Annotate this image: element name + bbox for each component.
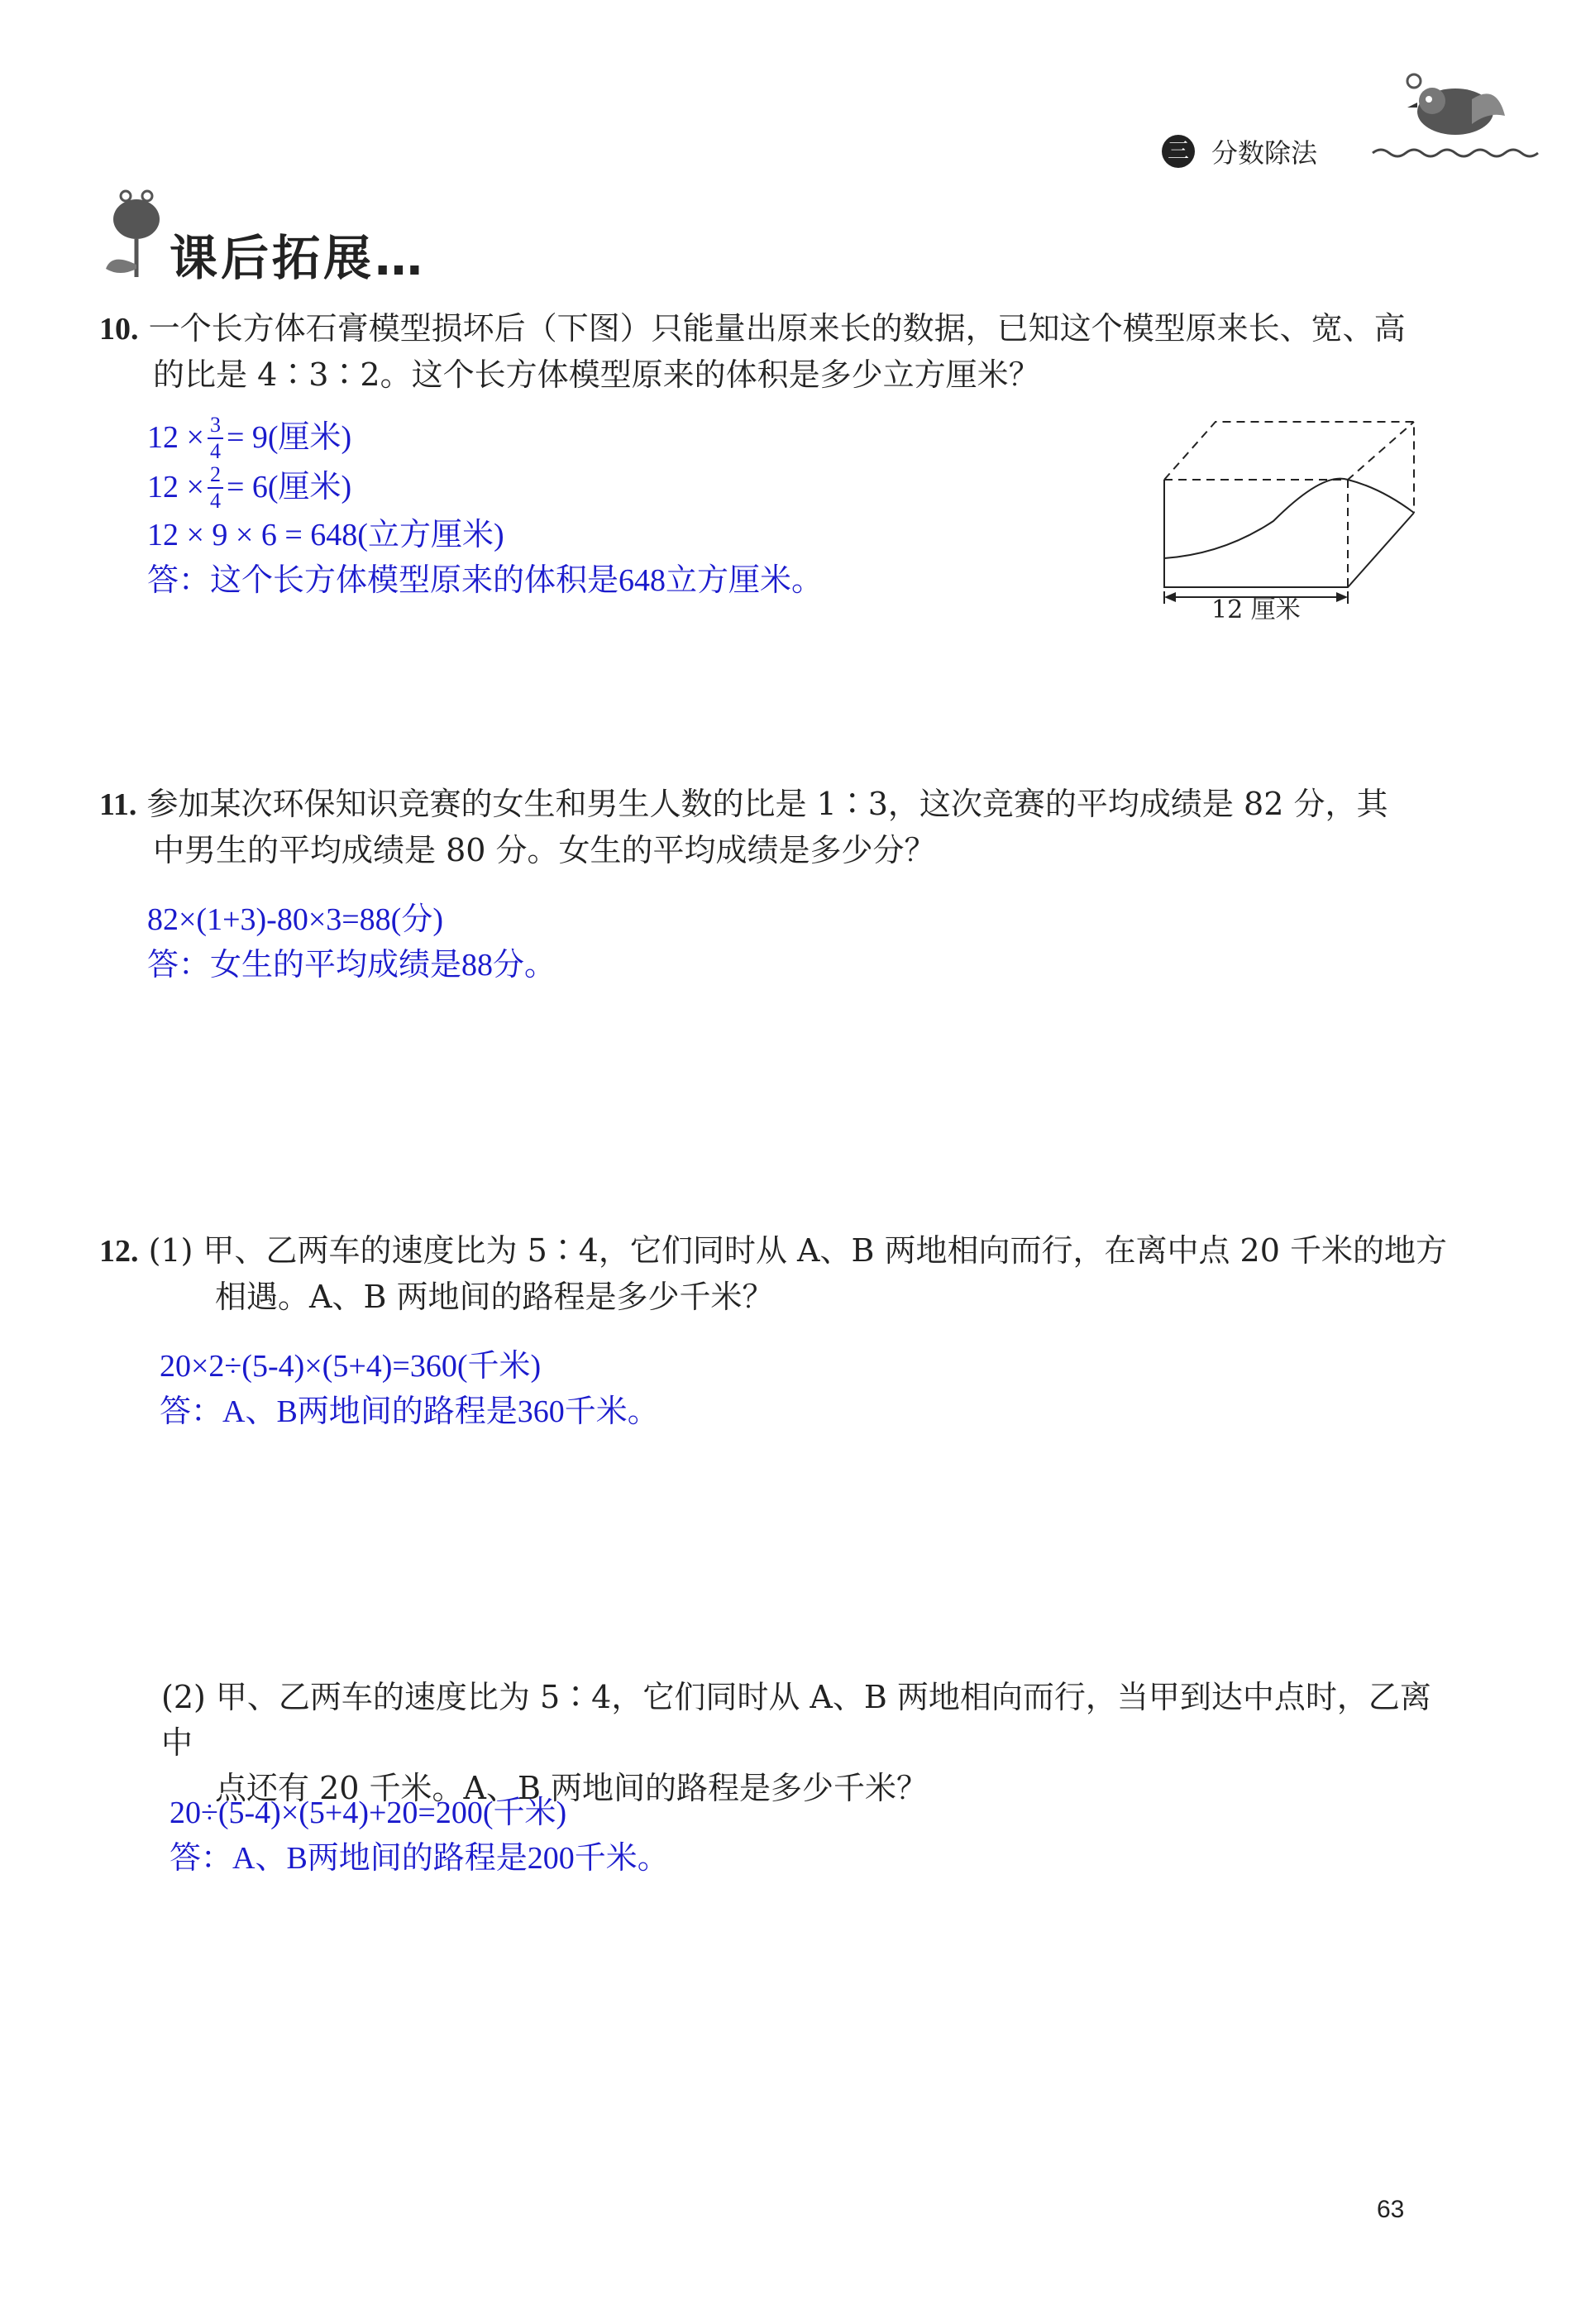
- answer-text: 答：A、B两地间的路程是360千米。: [160, 1394, 659, 1430]
- fraction: $\frac{3}{4}$: [208, 414, 223, 462]
- chapter-header: [1162, 132, 1317, 170]
- question-text: 一个长方体石膏模型损坏后（下图）只能量出原来长的数据，已知这个模型原来长、宽、高: [148, 310, 1406, 347]
- answer-text: 82×(1+3)-80×3=88(分): [147, 902, 443, 937]
- answer-text: 20×2÷(5-4)×(5+4)=360(千米): [160, 1349, 542, 1384]
- chapter-badge: 三: [1162, 135, 1195, 168]
- question-text: (2) 甲、乙两车的速度比为 5∶4，它们同时从 A、B 两地相向而行，当甲到达中点时，乙离中: [161, 1679, 1431, 1762]
- answer-text: 答：A、B两地间的路程是200千米。: [170, 1841, 669, 1877]
- answer-text: 12 ×: [147, 420, 204, 456]
- chapter-title: 分数除法: [1211, 137, 1318, 169]
- answer-text: = 9(厘米): [226, 420, 352, 456]
- section-title: 课后拓展…: [170, 230, 427, 286]
- answer-text: 12 × 9 × 6 = 648(立方厘米): [147, 518, 504, 552]
- question-text: 相遇。A、B 两地间的路程是多少千米？: [215, 1279, 774, 1316]
- question-number: 11.: [99, 787, 137, 822]
- question-number: 10.: [99, 312, 139, 347]
- question-text: 中男生的平均成绩是 80 分。女生的平均成绩是多少分？: [153, 832, 936, 869]
- question-number: 12.: [99, 1234, 139, 1269]
- question-text: 参加某次环保知识竞赛的女生和男生人数的比是 1∶3，这次竞赛的平均成绩是 82 分，其: [146, 786, 1388, 822]
- answer-text: 答：女生的平均成绩是88分。: [147, 948, 556, 983]
- answer-12-part-1: [160, 1344, 659, 1435]
- question-11: [99, 782, 1439, 873]
- flower-decoration-icon: [99, 186, 174, 285]
- answer-text: 20÷(5-4)×(5+4)+20=200(千米): [170, 1796, 567, 1830]
- fraction: $\frac{2}{4}$: [208, 464, 223, 512]
- answer-10: [147, 414, 823, 604]
- answer-text: 12 ×: [147, 470, 204, 505]
- question-text: (1) 甲、乙两车的速度比为 5∶4，它们同时从 A、B 两地相向而行，在离中点 20 千米的地方: [148, 1232, 1447, 1269]
- question-text: 点还有 20 千米。A、B 两地间的路程是多少千米？: [215, 1770, 928, 1807]
- page-number: 63: [1377, 2196, 1405, 2223]
- question-10: [99, 306, 1439, 398]
- answer-text: 答：这个长方体模型原来的体积是648立方厘米。: [147, 563, 824, 599]
- answer-12-part-2: [170, 1791, 669, 1882]
- question-text: 的比是 4∶3∶2。这个长方体模型原来的体积是多少立方厘米？: [153, 356, 1040, 394]
- question-12-part-1: [99, 1228, 1455, 1320]
- bird-decoration-icon: [1364, 66, 1546, 165]
- answer-11: [147, 897, 556, 988]
- answer-text: = 6(厘米): [226, 470, 352, 505]
- figure-label: 12 厘米: [1211, 595, 1301, 624]
